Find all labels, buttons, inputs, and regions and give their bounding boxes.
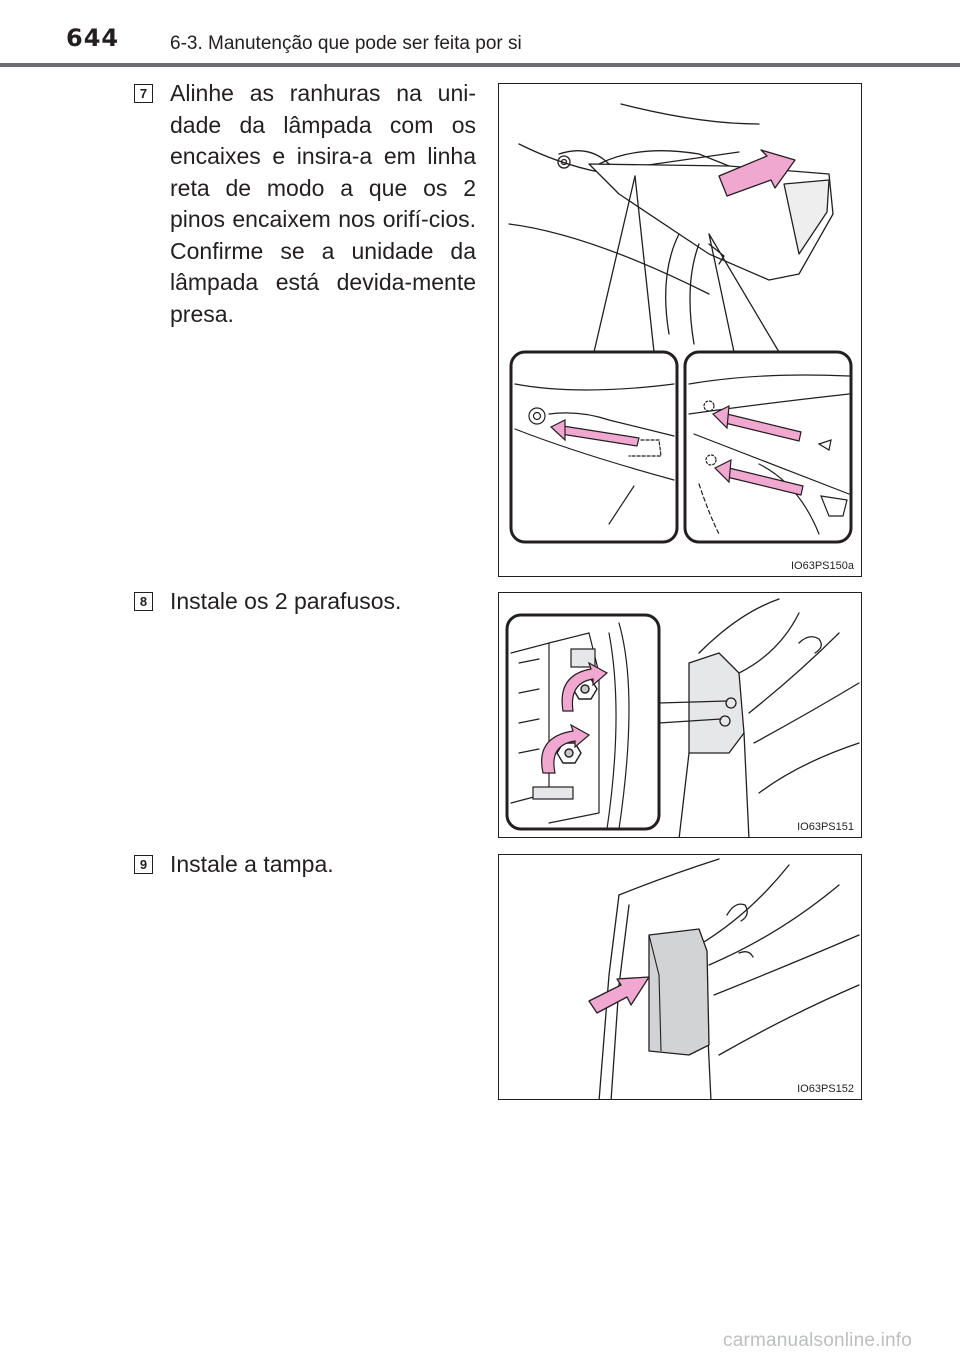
figure-install-cover: [498, 854, 862, 1100]
figure-install-screws: [498, 592, 862, 838]
inset-left: [511, 352, 677, 542]
step-instruction-text: Alinhe as ranhuras na uni-dade da lâmpada com os encaixes e insira-a em linha reta de modo a que os 2 pinos encaixem nos orifí-cios. Confirme se a unidade da lâmpada está devida-mente presa.: [170, 80, 476, 327]
figure-code: IO63PS150a: [791, 560, 854, 572]
inset-right: [685, 352, 851, 542]
illustration-install-cover: [499, 855, 862, 1100]
page-number: 644: [66, 24, 120, 52]
step-instruction-text: Instale a tampa.: [170, 851, 334, 877]
header-divider: [0, 63, 960, 67]
step-instruction-text: Instale os 2 parafusos.: [170, 588, 402, 614]
step-number-badge: 9: [134, 855, 153, 874]
illustration-install-screws: [499, 593, 862, 838]
inset-screws: [507, 615, 659, 829]
step-number-badge: 7: [134, 84, 153, 103]
page-header: [0, 0, 960, 70]
section-title: 6-3. Manutenção que pode ser feita por si: [170, 33, 522, 54]
figure-bulb-insertion: [498, 83, 862, 577]
watermark-text: carmanualsonline.info: [723, 1330, 913, 1351]
figure-code: IO63PS151: [797, 821, 854, 833]
illustration-bulb-insertion: [499, 84, 862, 577]
step-number-badge: 8: [134, 592, 153, 611]
figure-code: IO63PS152: [797, 1083, 854, 1095]
